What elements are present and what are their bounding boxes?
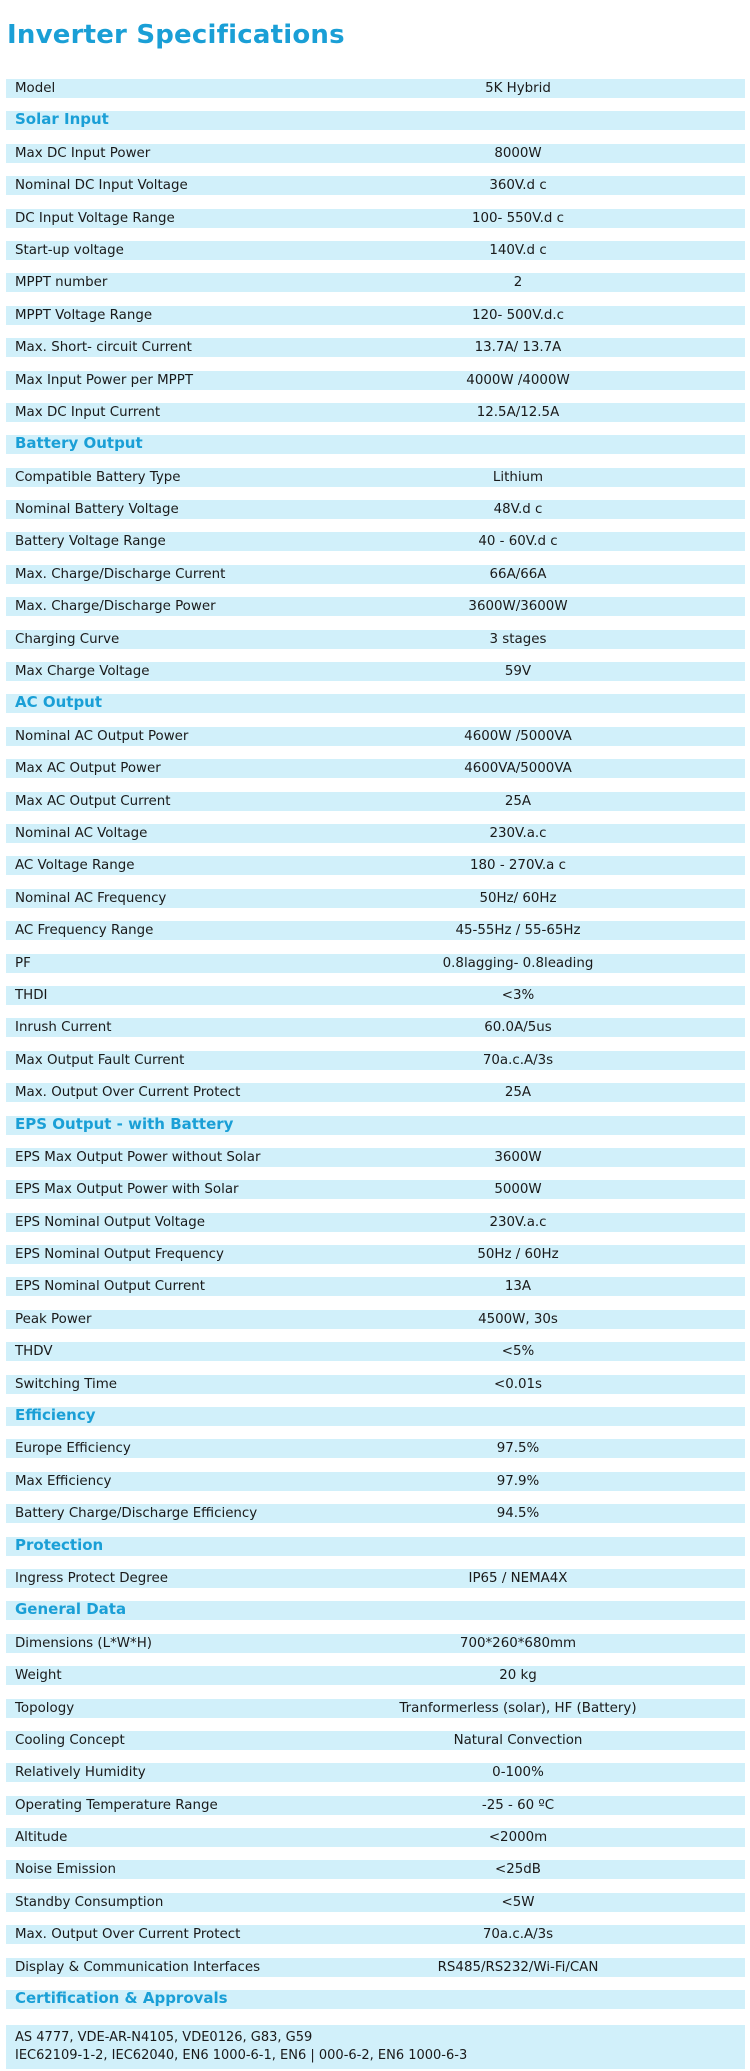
row-background — [6, 1407, 745, 1426]
spec-value: 180 - 270V.a c — [470, 858, 566, 874]
spec-value: 25A — [504, 793, 532, 809]
spec-label: Cooling Concept — [15, 1732, 125, 1748]
spec-label: MPPT Voltage Range — [15, 307, 153, 323]
spec-value: 48V.d c — [493, 502, 543, 518]
spec-value: 13.7A/ 13.7A — [474, 340, 562, 356]
spec-value: -25 - 60 ºC — [481, 1797, 555, 1813]
spec-row — [6, 521, 745, 553]
spec-label: Max Efficiency — [15, 1473, 112, 1489]
spec-label: Peak Power — [15, 1311, 92, 1327]
spec-value: <2000m — [488, 1830, 548, 1846]
spec-value: <0.01s — [493, 1376, 542, 1392]
spec-value: 120- 500V.d.c — [471, 307, 564, 323]
spec-value: <3% — [501, 987, 535, 1003]
spec-label: Max Output Fault Current — [15, 1052, 185, 1068]
spec-row — [6, 165, 745, 197]
spec-row — [6, 392, 745, 424]
section-header-row — [6, 1590, 745, 1622]
section-title: Protection — [15, 1535, 104, 1554]
spec-label: Topology — [15, 1700, 75, 1716]
spec-label: Max. Charge/Discharge Power — [15, 599, 216, 615]
certification-line-1: AS 4777, VDE-AR-N4105, VDE0126, G83, G59 — [15, 2030, 313, 2046]
spec-label: EPS Nominal Output Current — [15, 1279, 205, 1295]
spec-row — [6, 262, 745, 294]
spec-value: 70a.c.A/3s — [482, 1927, 554, 1943]
spec-row — [6, 1299, 745, 1331]
spec-value: 3 stages — [489, 631, 547, 647]
spec-label: Altitude — [15, 1830, 68, 1846]
spec-value: 97.9% — [496, 1473, 540, 1489]
section-title: General Data — [15, 1600, 127, 1619]
spec-label: Max. Short- circuit Current — [15, 340, 192, 356]
spec-row — [6, 1947, 745, 1979]
section-header-row — [6, 424, 745, 456]
spec-value: <5% — [501, 1344, 535, 1360]
spec-label: Max AC Output Power — [15, 761, 161, 777]
spec-row — [6, 1752, 745, 1784]
spec-row — [6, 1007, 745, 1039]
spec-value: 50Hz / 60Hz — [477, 1247, 559, 1263]
spec-row — [6, 1688, 745, 1720]
section-title: Efficiency — [15, 1406, 96, 1425]
spec-label: EPS Max Output Power with Solar — [15, 1182, 239, 1198]
spec-row — [6, 975, 745, 1007]
section-header-row — [6, 1526, 745, 1558]
section-header-row — [6, 100, 745, 132]
spec-row — [6, 651, 745, 683]
spec-label: Dimensions (L*W*H) — [15, 1635, 153, 1651]
spec-label: Compatible Battery Type — [15, 469, 181, 485]
spec-row — [6, 1785, 745, 1817]
spec-row — [6, 1914, 745, 1946]
spec-value: RS485/RS232/Wi-Fi/CAN — [437, 1959, 599, 1975]
spec-row — [6, 1720, 745, 1752]
spec-value: 4000W /4000W — [466, 372, 570, 388]
spec-row — [6, 360, 745, 392]
spec-row — [6, 68, 745, 100]
spec-label: Battery Charge/Discharge Efficiency — [15, 1506, 258, 1522]
spec-value: 230V.a.c — [489, 825, 547, 841]
spec-label: Nominal AC Output Power — [15, 728, 189, 744]
spec-label: Charging Curve — [15, 631, 120, 647]
spec-value: 70a.c.A/3s — [482, 1052, 554, 1068]
spec-table — [6, 68, 745, 2069]
spec-value: 20 kg — [499, 1668, 537, 1684]
section-title: EPS Output - with Battery — [15, 1114, 234, 1133]
spec-label: DC Input Voltage Range — [15, 210, 175, 226]
spec-row — [6, 1882, 745, 1914]
page-title: Inverter Specifications — [7, 20, 345, 50]
spec-row — [6, 1234, 745, 1266]
spec-label: PF — [15, 955, 31, 971]
spec-row — [6, 1623, 745, 1655]
spec-label: EPS Max Output Power without Solar — [15, 1149, 261, 1165]
spec-row — [6, 619, 745, 651]
spec-value: IP65 / NEMA4X — [468, 1570, 568, 1586]
spec-row — [6, 1849, 745, 1881]
spec-row — [6, 813, 745, 845]
spec-label: AC Voltage Range — [15, 858, 135, 874]
spec-row — [6, 489, 745, 521]
spec-row — [6, 1428, 745, 1460]
spec-value: 97.5% — [496, 1441, 540, 1457]
spec-label: Max. Output Over Current Protect — [15, 1085, 241, 1101]
spec-label: Max DC Input Current — [15, 404, 161, 420]
spec-value: 25A — [504, 1085, 532, 1101]
section-header-row — [6, 1105, 745, 1137]
spec-label: Max. Charge/Discharge Current — [15, 566, 226, 582]
spec-value: 94.5% — [496, 1506, 540, 1522]
spec-label: Max. Output Over Current Protect — [15, 1927, 241, 1943]
spec-row — [6, 1169, 745, 1201]
spec-row — [6, 1266, 745, 1298]
spec-value: Tranformerless (solar), HF (Battery) — [399, 1700, 637, 1716]
section-header-row — [6, 1979, 745, 2011]
spec-label: Switching Time — [15, 1376, 118, 1392]
spec-row — [6, 327, 745, 359]
spec-label: Nominal DC Input Voltage — [15, 178, 188, 194]
spec-label: Europe Efficiency — [15, 1441, 131, 1457]
spec-label: Nominal AC Voltage — [15, 825, 148, 841]
spec-row — [6, 910, 745, 942]
spec-label: EPS Nominal Output Voltage — [15, 1214, 205, 1230]
spec-value: 2 — [513, 275, 523, 291]
spec-value: 360V.d c — [489, 178, 547, 194]
spec-row — [6, 1364, 745, 1396]
spec-label: Nominal Battery Voltage — [15, 502, 179, 518]
spec-label: Battery Voltage Range — [15, 534, 166, 550]
spec-label: EPS Nominal Output Frequency — [15, 1247, 224, 1263]
spec-value: 100- 550V.d c — [471, 210, 564, 226]
spec-label: Model — [15, 81, 56, 96]
spec-label: Noise Emission — [15, 1862, 116, 1878]
certification-text — [15, 2029, 467, 2065]
spec-value: <25dB — [495, 1862, 541, 1878]
spec-row — [6, 586, 745, 618]
spec-row — [6, 878, 745, 910]
spec-label: Ingress Protect Degree — [15, 1570, 168, 1586]
spec-label: THDV — [15, 1344, 53, 1360]
certification-line-2: IEC62109-1-2, IEC62040, EN6 1000-6-1, EN6 | 000-6-2, EN6 1000-6-3 — [15, 2048, 468, 2064]
spec-value: 140V.d c — [489, 242, 547, 258]
spec-value: 0.8lagging- 0.8leading — [442, 955, 594, 971]
spec-row — [6, 1040, 745, 1072]
spec-row — [6, 295, 745, 327]
spec-row — [6, 1461, 745, 1493]
spec-value: 4500W, 30s — [478, 1311, 558, 1327]
row-background — [6, 1537, 745, 1556]
spec-label: Standby Consumption — [15, 1894, 164, 1910]
spec-label: Max Charge Voltage — [15, 664, 150, 680]
spec-label: Nominal AC Frequency — [15, 890, 167, 906]
spec-row — [6, 748, 745, 780]
spec-row — [6, 781, 745, 813]
section-title: Battery Output — [15, 434, 143, 453]
row-background — [6, 111, 745, 130]
spec-value: 4600VA/5000VA — [464, 761, 572, 777]
spec-label: MPPT number — [15, 275, 108, 291]
spec-label: Inrush Current — [15, 1020, 112, 1036]
spec-row — [6, 716, 745, 748]
spec-row — [6, 845, 745, 877]
spec-value: 3600W/3600W — [468, 599, 568, 615]
spec-label: Max AC Output Current — [15, 793, 171, 809]
section-title: Solar Input — [15, 110, 109, 129]
spec-label: Relatively Humidity — [15, 1765, 146, 1781]
spec-row — [6, 1202, 745, 1234]
spec-label: AC Frequency Range — [15, 923, 154, 939]
spec-value: Natural Convection — [453, 1732, 583, 1748]
spec-value: 40 - 60V.d c — [478, 534, 558, 550]
spec-value: 4600W /5000VA — [464, 728, 572, 744]
spec-value: 59V — [504, 664, 532, 680]
spec-label: Weight — [15, 1668, 62, 1684]
spec-label: Max Input Power per MPPT — [15, 372, 193, 388]
spec-value: 8000W — [494, 145, 542, 161]
spec-row — [6, 943, 745, 975]
spec-value: 230V.a.c — [489, 1214, 547, 1230]
spec-value: 45-55Hz / 55-65Hz — [455, 923, 581, 939]
spec-value: 12.5A/12.5A — [476, 404, 560, 420]
spec-row — [6, 1072, 745, 1104]
spec-value: 13A — [504, 1279, 532, 1295]
section-header-row — [6, 1396, 745, 1428]
spec-row — [6, 1493, 745, 1525]
spec-row — [6, 1817, 745, 1849]
spec-row — [6, 1558, 745, 1590]
spec-label: Max DC Input Power — [15, 145, 151, 161]
section-title: Certification & Approvals — [15, 1989, 228, 2008]
spec-row — [6, 1655, 745, 1687]
section-header-row — [6, 683, 745, 715]
spec-value: 5000W — [494, 1182, 542, 1198]
spec-label: Display & Communication Interfaces — [15, 1959, 261, 1975]
spec-row — [6, 554, 745, 586]
spec-row — [6, 133, 745, 165]
spec-value: <5W — [501, 1894, 535, 1910]
spec-value: Lithium — [492, 469, 544, 485]
spec-value: 50Hz/ 60Hz — [479, 890, 557, 906]
row-background — [6, 694, 745, 713]
spec-value: 5K Hybrid — [485, 81, 551, 96]
spec-row — [6, 230, 745, 262]
certification-row — [6, 2011, 745, 2069]
spec-value: 66A/66A — [489, 566, 547, 582]
section-title: AC Output — [15, 693, 103, 712]
spec-value: 0-100% — [492, 1765, 544, 1781]
spec-row — [6, 1331, 745, 1363]
spec-row — [6, 198, 745, 230]
spec-row — [6, 1137, 745, 1169]
spec-value: 700*260*680mm — [459, 1635, 577, 1651]
spec-value: 3600W — [494, 1149, 542, 1165]
spec-label: THDI — [15, 987, 48, 1003]
spec-value: 60.0A/5us — [484, 1020, 552, 1036]
spec-label: Start-up voltage — [15, 242, 124, 258]
spec-row — [6, 457, 745, 489]
spec-label: Operating Temperature Range — [15, 1797, 218, 1813]
